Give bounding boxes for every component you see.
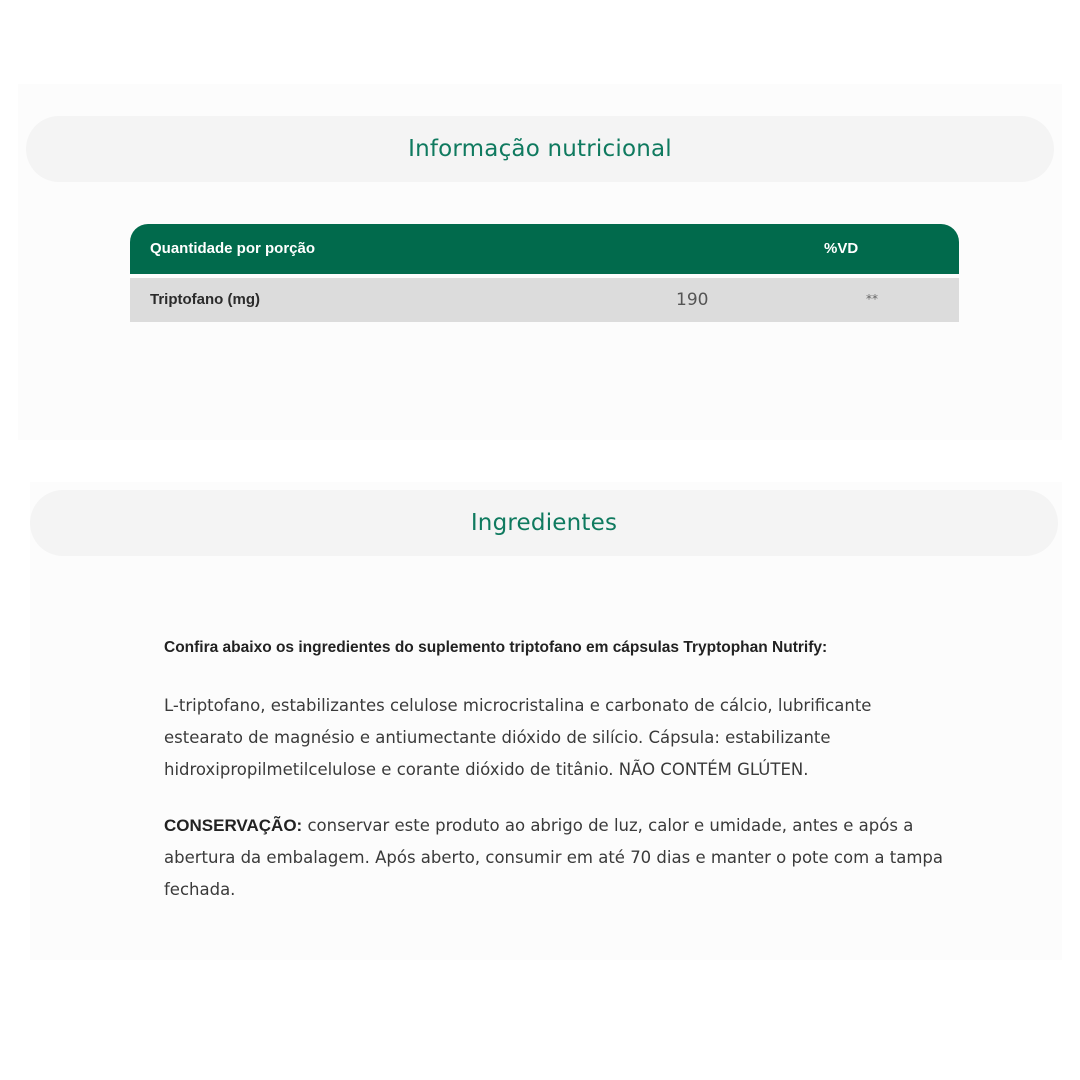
ingredients-body [164, 632, 944, 930]
ingredients-intro: Confira abaixo os ingredientes do suplemento triptofano em cápsulas Tryptophan Nutrify: [164, 639, 828, 656]
header-serving-label: Quantidade por porção [150, 240, 316, 257]
header-vd-label: %VD [824, 240, 859, 257]
conservation-paragraph [164, 810, 944, 906]
nutrient-amount: 190 [676, 290, 709, 310]
nutrition-title: Informação nutricional [408, 136, 672, 162]
ingredients-title: Ingredientes [470, 510, 618, 536]
ingredients-section-header[interactable] [30, 490, 1058, 556]
conservation-label: CONSERVAÇÃO: [164, 816, 303, 835]
nutrition-section-header[interactable] [26, 116, 1054, 182]
nutrient-name: Triptofano (mg) [150, 291, 260, 308]
conservation-text: conservar este produto ao abrigo de luz, calor e umidade, antes e após a abertura da embalagem. Após aberto, consumir em até 70 dias e manter o pote com a tampa fechada. [164, 816, 943, 899]
nutrition-table-header [130, 224, 959, 274]
nutrition-panel [18, 84, 1062, 440]
ingredients-panel [30, 482, 1062, 960]
ingredients-list: L-triptofano, estabilizantes celulose microcristalina e carbonato de cálcio, lubrificante estearato de magnésio e antiumectante dióxido de silício. Cápsula: estabilizante hidroxipropilmetilcelulose e corante dióxido de titânio. NÃO CONTÉM GLÚTEN. [164, 696, 872, 779]
table-row [130, 278, 959, 322]
nutrition-table [130, 224, 959, 322]
nutrient-vd: ** [866, 292, 878, 306]
